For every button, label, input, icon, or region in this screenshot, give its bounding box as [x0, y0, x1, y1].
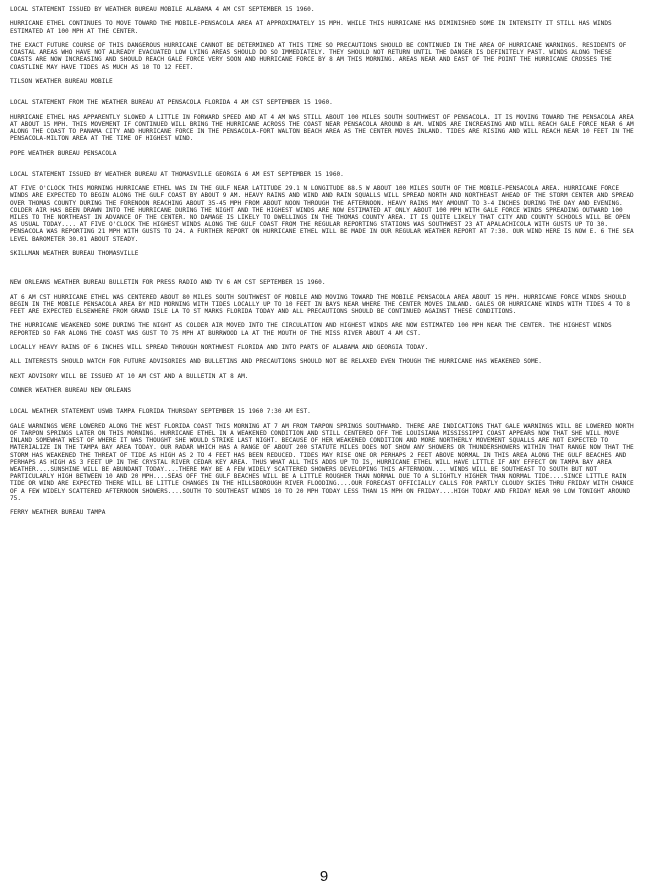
- statement-mobile: [10, 6, 636, 85]
- document-page: [10, 6, 636, 516]
- statement-heading: NEW ORLEANS WEATHER BUREAU BULLETIN FOR PRESS RADIO AND TV 6 AM CST SEPTEMBER 15 1960.: [10, 279, 326, 287]
- page-number: 9: [319, 868, 329, 885]
- statement-paragraph: LOCALLY HEAVY RAINS OF 6 INCHES WILL SPREAD THROUGH NORTHWEST FLORIDA AND INTO PARTS OF ALABAMA AND GEORGIA TODAY.: [10, 343, 429, 351]
- statement-paragraph: HURRICANE ETHEL CONTINUES TO MOVE TOWARD THE MOBILE-PENSACOLA AREA AT APPROXIMATELY 15 MPH. WHILE THIS HURRICANE HAS DIMINISHED SOME IN INTENSITY IT STILL HAS WINDS ESTIMATED AT 100 MPH AT THE CENTER.: [10, 20, 612, 35]
- bulletin-new-orleans: [10, 279, 636, 394]
- statement-signature: POPE WEATHER BUREAU PENSACOLA: [10, 149, 117, 157]
- statement-heading: LOCAL STATEMENT ISSUED BY WEATHER BUREAU AT THOMASVILLE GEORGIA 6 AM EST SEPTEMBER 15 1960.: [10, 170, 344, 178]
- statement-paragraph: THE HURRICANE WEAKENED SOME DURING THE NIGHT AS COLDER AIR MOVED INTO THE CIRCULATION AND HIGHEST WINDS ARE NOW ESTIMATED 100 MPH NEAR THE CENTER. THE HIGHEST WINDS REPORTED SO FAR ALONG THE COAST WAS GUST TO 75 MPH AT BURRWOOD LA AT THE MOUTH OF THE MISS RIVER ABOUT 4 AM CST.: [10, 322, 612, 337]
- statement-signature: SKILLMAN WEATHER BUREAU THOMASVILLE: [10, 249, 139, 257]
- statement-heading: LOCAL WEATHER STATEMENT USWB TAMPA FLORIDA THURSDAY SEPTEMBER 15 1960 7:30 AM EST.: [10, 408, 311, 416]
- statement-signature: CONNER WEATHER BUREAU NEW ORLEANS: [10, 387, 132, 395]
- statement-paragraph: ALL INTERESTS SHOULD WATCH FOR FUTURE ADVISORIES AND BULLETINS AND PRECAUTIONS SHOULD NOT BE RELAXED EVEN THOUGH THE HURRICANE HAS WEAKENED SOME.: [10, 358, 542, 366]
- statement-heading: LOCAL STATEMENT ISSUED BY WEATHER BUREAU MOBILE ALABAMA 4 AM CST SEPTEMBER 15 1960.: [10, 6, 315, 13]
- statement-paragraph: GALE WARNINGS WERE LOWERED ALONG THE WEST FLORIDA COAST THIS MORNING AT 7 AM FROM TARPON SPRINGS SOUTHWARD. THERE ARE INDICATIONS THAT GALE WARNINGS WILL BE LOWERED NORTH OF TARPON SPRINGS LATER ON THIS MORNING. HURRICANE ETHEL IN A WEAKENED CONDITION AND STILL CENTERED OFF THE LOUISIANA MISSISSIPPI COAST APPEARS NOW THAT SHE WILL MOVE INLAND SOMEWHAT WEST OF WHERE IT WAS THOUGHT SHE WOULD STRIKE LAST NIGHT. BECAUSE OF HER WEAKENED CONDITION AND MORE NORTHERLY MOVEMENT SQUALLS ARE NOT EXPECTED TO MATERIALIZE IN THE TAMPA BAY AREA TODAY. OUR RADAR WHICH HAS A RANGE OF ABOUT 200 STATUTE MILES DOES NOT SHOW ANY SHOWERS OR THUNDERSHOWERS WITHIN THAT RANGE NOW THAT THE STORM HAS WEAKENED THE THREAT OF TIDE AS HIGH AS 2 TO 4 FEET HAS BEEN REDUCED. TIDES MAY RISE ONE OR PERHAPS 2 FEET ABOVE NORMAL IN THIS AREA ALONG THE GULF BEACHES AND PERHAPS AS HIGH AS 3 FEET UP IN THE CRYSTAL RIVER CEDAR KEY AREA. THUS WHAT ALL THIS ADDS UP TO IS, HURRICANE ETHEL WILL HAVE LITTLE IF ANY EFFECT ON TAMPA BAY AREA WEATHER....SUNSHINE WILL BE ABUNDANT TODAY....THERE MAY BE A FEW WIDELY SCATTERED SHOWERS DEVELOPING THIS AFTERNOON.... WINDS WILL BE SOUTHEAST TO SOUTH BUT NOT PARTICULARLY HIGH BETWEEN 10 AND 20 MPH....SEAS OFF THE GULF BEACHES WILL BE A LITTLE ROUGHER THAN NORMAL DUE TO A SLIGHTLY HIGHER THAN NORMAL TIDE....SINCE LITTLE RAIN TIDE OR WIND ARE EXPECTED THERE WILL BE LITTLE CHANGES IN THE HILLSBOROUGH RIVER FLOODING....OUR FORECAST OFFICIALLY CALLS FOR PARTLY CLOUDY SKIES THRU FRIDAY WITH CHANCE OF A FEW WIDELY SCATTERED AFTERNOON SHOWERS....SOUTH TO SOUTHEAST WINDS 10 TO 20 MPH TODAY LESS THAN 15 MPH ON FRIDAY....HIGH TODAY AND FRIDAY NEAR 90 LOW TONIGHT AROUND 75.: [10, 422, 634, 502]
- statement-thomasville: [10, 171, 636, 257]
- statement-signature: FERRY WEATHER BUREAU TAMPA: [10, 509, 106, 517]
- statement-tampa: [10, 408, 636, 516]
- statement-paragraph: AT FIVE O'CLOCK THIS MORNING HURRICANE ETHEL WAS IN THE GULF NEAR LATITUDE 29.1 N LONGITUDE 88.5 W ABOUT 100 MILES SOUTH OF THE MOBILE-PENSACOLA AREA. HURRICANE FORCE WINDS ARE EXPECTED TO BEGIN ALONG THE GULF COAST BY ABOUT 9 AM. HEAVY RAINS AND WIND AND RAIN SQUALLS WILL SPREAD NORTH AND NORTHEAST AHEAD OF THE STORM CENTER AND SPREAD OVER THOMAS COUNTY DURING THE FORENOON REACHING ABOUT 35-45 MPH FROM ABOUT NOON THROUGH THE AFTERNOON. HEAVY RAINS MAY AMOUNT TO 3-4 INCHES DURING THE DAY AND EVENING. COLDER AIR HAS BEEN DRAWN INTO THE HURRICANE DURING THE NIGHT AND THE HIGHEST WINDS ARE NOW ESTIMATED AT ONLY ABOUT 100 MPH WITH GALE FORCE WINDS SPREADING OUTWARD 100 MILES TO THE NORTHEAST IN ADVANCE OF THE CENTER. NO DAMAGE IS LIKELY TO DWELLINGS IN THE THOMAS COUNTY AREA. IT IS QUITE LIKELY THAT CITY AND COUNTY SCHOOLS WILL BE OPEN AS USUAL TODAY.... AT FIVE O'CLOCK THE HIGHEST WINDS ALONG THE GULF COAST FROM THE REGULAR REPORTING STATIONS WAS SOUTHWEST 23 AT APALACHICOLA WITH GUSTS UP TO 30. PENSACOLA WAS REPORTING 21 MPH WITH GUSTS TO 24. A FURTHER REPORT ON HURRICANE ETHEL WILL BE MADE IN OUR REGULAR WEATHER REPORT AT 7:30. OUR WIND HERE IS NOW E. 6 THE SEA LEVEL BAROMETER 30.01 ABOUT STEADY.: [10, 185, 634, 243]
- statement-paragraph: NEXT ADVISORY WILL BE ISSUED AT 10 AM CST AND A BULLETIN AT 8 AM.: [10, 372, 249, 380]
- statement-pensacola: [10, 99, 636, 157]
- statement-paragraph: HURRICANE ETHEL HAS APPARENTLY SLOWED A LITTLE IN FORWARD SPEED AND AT 4 AM WAS STILL ABOUT 100 MILES SOUTH SOUTHWEST OF PENSACOLA. IT IS MOVING TOWARD THE PENSACOLA AREA AT ABOUT 15 MPH. THIS MOVEMENT IF CONTINUED WILL BRING THE HURRICANE ACROSS THE COAST NEAR PENSACOLA AROUND 8 AM. WINDS ARE INCREASING AND WILL REACH GALE FORCE NEAR 6 AM ALONG THE COAST TO PANAMA CITY AND HURRICANE FORCE IN THE PENSACOLA-FORT WALTON BEACH AREA AS THE CENTER MOVES INLAND. TIDES ARE RISING AND WILL REACH NEAR 10 FEET IN THE PENSACOLA-MILTON AREA AT THE TIME OF HIGHEST WIND.: [10, 113, 634, 143]
- statement-paragraph: THE EXACT FUTURE COURSE OF THIS DANGEROUS HURRICANE CANNOT BE DETERMINED AT THIS TIME SO PRECAUTIONS SHOULD BE CONTINUED IN THE AREA OF HURRICANE WARNINGS. RESIDENTS OF COASTAL AREAS WHO HAVE NOT ALREADY EVACUATED LOW LYING AREAS SHOULD DO SO IMMEDIATELY. THEY SHOULD NOT RETURN UNTIL THE DANGER IS DEFINITELY PAST. WINDS ALONG THESE COASTS ARE NOW INCREASING AND SHOULD REACH GALE FORCE VERY SOON AND HURRICANE FORCE BY 8 AM THIS MORNING. AREAS NEAR AND EAST OF THE POINT THE HURRICANE CROSSES THE COASTLINE MAY HAVE TIDES AS MUCH AS 10 TO 12 FEET.: [10, 41, 627, 71]
- statement-signature: TILSON WEATHER BUREAU MOBILE: [10, 77, 113, 85]
- statement-heading: LOCAL STATEMENT FROM THE WEATHER BUREAU AT PENSACOLA FLORIDA 4 AM CST SEPTEMBER 15 1960.: [10, 99, 333, 107]
- statement-paragraph: AT 6 AM CST HURRICANE ETHEL WAS CENTERED ABOUT 80 MILES SOUTH SOUTHWEST OF MOBILE AND MOVING TOWARD THE MOBILE PENSACOLA AREA ABOUT 15 MPH. HURRICANE FORCE WINDS SHOULD BEGIN IN THE MOBILE PENSACOLA AREA BY MID MORNING WITH TIDES LOCALLY UP TO 10 FEET IN BAYS NEAR WHERE THE CENTER MOVES INLAND. GALES OR HURRICANE WINDS WITH TIDES 4 TO 8 FEET ARE EXPECTED ELSEWHERE FROM GRAND ISLE LA TO ST MARKS FLORIDA TODAY AND ALL PRECAUTIONS SHOULD BE CONTINUED AGAINST THESE CONDITIONS.: [10, 293, 631, 315]
